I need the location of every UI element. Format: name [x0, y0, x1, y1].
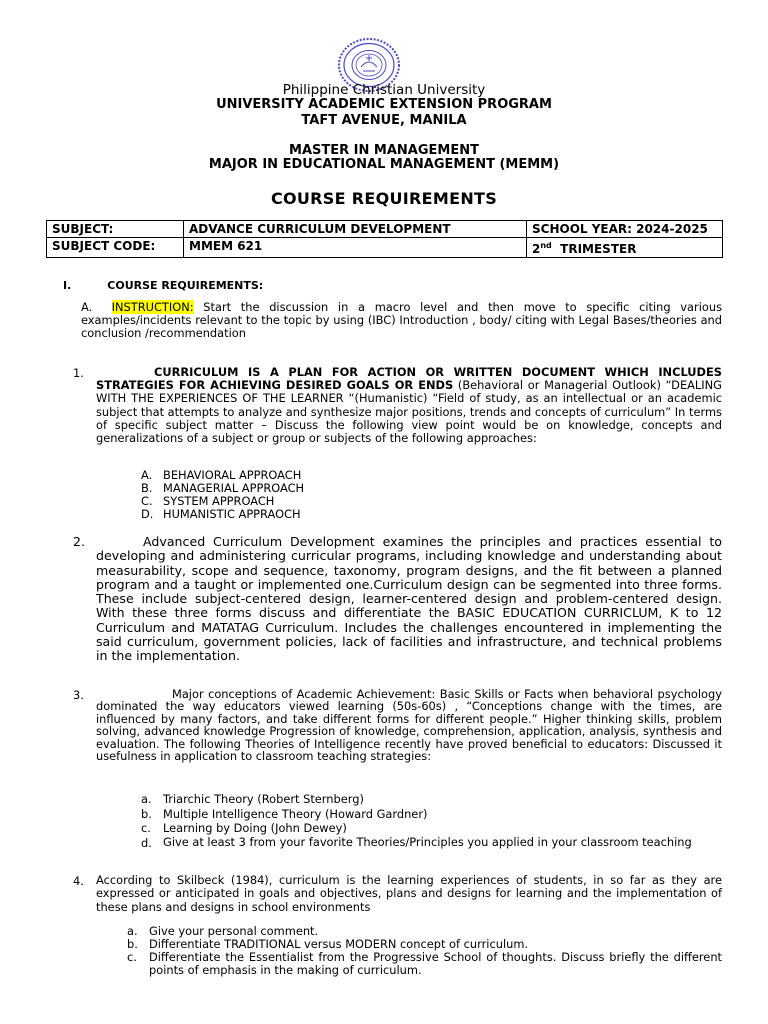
instruction-label: A. [81, 300, 93, 314]
subject-info-table [46, 220, 723, 258]
theory-list [141, 792, 722, 850]
subject-code-value: MMEM 621 [184, 238, 527, 258]
list-item: A. BEHAVIORAL APPROACH [141, 468, 302, 482]
comment-list [127, 925, 722, 977]
approach-list [141, 469, 304, 521]
subject-value: ADVANCE CURRICULUM DEVELOPMENT [184, 221, 527, 238]
list-item: B. MANAGERIAL APPROACH [141, 481, 305, 496]
subject-code-label: SUBJECT CODE: [47, 238, 184, 258]
section-number: I. [63, 279, 72, 292]
trimester-suffix: nd [540, 241, 552, 250]
institution-name: Philippine Christian University [282, 82, 486, 98]
item-4-paragraph: According to Skilbeck (1984), curriculum is the learning experiences of students, in so far as they are expressed or anticipated in goals and objectives, plans and designs for learning and the implementation of these plans and designs in school environments [96, 873, 722, 914]
school-year: SCHOOL YEAR: 2024-2025 [527, 221, 723, 238]
page-title: COURSE REQUIREMENTS [270, 189, 498, 208]
list-item: d. Give at least 3 from your favorite Theories/Principles you applied in your classroom teaching [141, 834, 692, 850]
item-3-paragraph: Major conceptions of Academic Achievement: Basic Skills or Facts when behavioral psychology dominated the way educators viewed learning (50s-60s) , “Conceptions change with the times, are influenced by many factors, and take different forms for different people.” Higher thinking skills, problem solving, advanced knowledge Progression of knowledge, comprehension, application, analysis, synthesis and evaluation. The following Theories of Intelligence recently have proved beneficial to educators: Discussed it usefulness in application to classroom teaching strategies: [96, 687, 722, 764]
instruction-text: Start the discussion in a macro level and then move to specific citing various examples/incidents relevant to the topic by using (IBC) Introduction , body/ citing with Legal Bases/theories and conclusion /recommendation [81, 300, 722, 341]
item-1-text: (Behavioral or Managerial Outlook) “DEALING WITH THE EXPERIENCES OF THE LEARNER “(Humanistic) “Field of study, as an intellectual or an academic subject that attempts to analyze and synthesize major positions, trends and concepts of curriculum” In terms of specific subject matter – Discuss the following view point would be on knowledge, concepts and generalizations of a subject or group or subjects of the following approaches: [96, 378, 722, 446]
degree-name: MASTER IN MANAGEMENT [289, 143, 479, 158]
instruction-paragraph [81, 301, 722, 341]
item-1-number: 1. [73, 366, 84, 380]
item-1-bold: CURRICULUM IS A PLAN FOR ACTION OR WRITTEN DOCUMENT WHICH INCLUDES STRATEGIES FOR ACHIEVING DESIRED GOALS OR ENDS [96, 365, 722, 393]
section-title: COURSE REQUIREMENTS: [107, 279, 264, 292]
list-item: a. Triarchic Theory (Robert Sternberg) [141, 792, 364, 806]
list-item: a. Give your personal comment. [127, 924, 319, 938]
trimester-word: TRIMESTER [560, 242, 637, 256]
item-2-number: 2. [73, 534, 86, 549]
address: TAFT AVENUE, MANILA [301, 113, 467, 128]
list-item: b. Multiple Intelligence Theory (Howard Gardner) [141, 806, 428, 821]
program-name: UNIVERSITY ACADEMIC EXTENSION PROGRAM [216, 97, 552, 112]
item-3-number: 3. [73, 688, 84, 702]
item-4-number: 4. [73, 874, 84, 888]
list-item: c. Learning by Doing (John Dewey) [141, 821, 347, 836]
list-item: c. Differentiate the Essentialist from the Progressive School of thoughts. Discuss briefly the different points of emphasis in the making of curriculum. [127, 950, 722, 977]
list-item: C. SYSTEM APPROACH [141, 494, 275, 509]
subject-label: SUBJECT: [47, 221, 184, 238]
major-name: MAJOR IN EDUCATIONAL MANAGEMENT (MEMM) [208, 157, 560, 172]
trimester-number: 2 [532, 242, 541, 256]
item-2-paragraph: Advanced Curriculum Development examines the principles and practices essential to developing and administering curricular programs, including knowledge and understanding about measurability, scope and sequence, taxonomy, program designs, and the fit between a planned program and a taught or implemented one.Curriculum design can be segmented into three forms. These include subject-centered design, learner-centered design and problem-centered design. With these three forms discuss and differentiate the BASIC EDUCATION CURRICLUM, K to 12 Curriculum and MATATAG Curriculum. Includes the challenges encountered in implementing the said curriculum, government policies, lack of facilities and infrastructure, and technical problems in the implementation. [96, 534, 722, 664]
item-1-paragraph [96, 366, 722, 445]
instruction-highlight: INSTRUCTION: [111, 300, 194, 314]
list-item: b. Differentiate TRADITIONAL versus MODERN concept of curriculum. [127, 937, 529, 951]
list-item: D. HUMANISTIC APPRAOCH [141, 507, 301, 522]
section-heading [63, 279, 263, 292]
trimester [527, 238, 723, 258]
